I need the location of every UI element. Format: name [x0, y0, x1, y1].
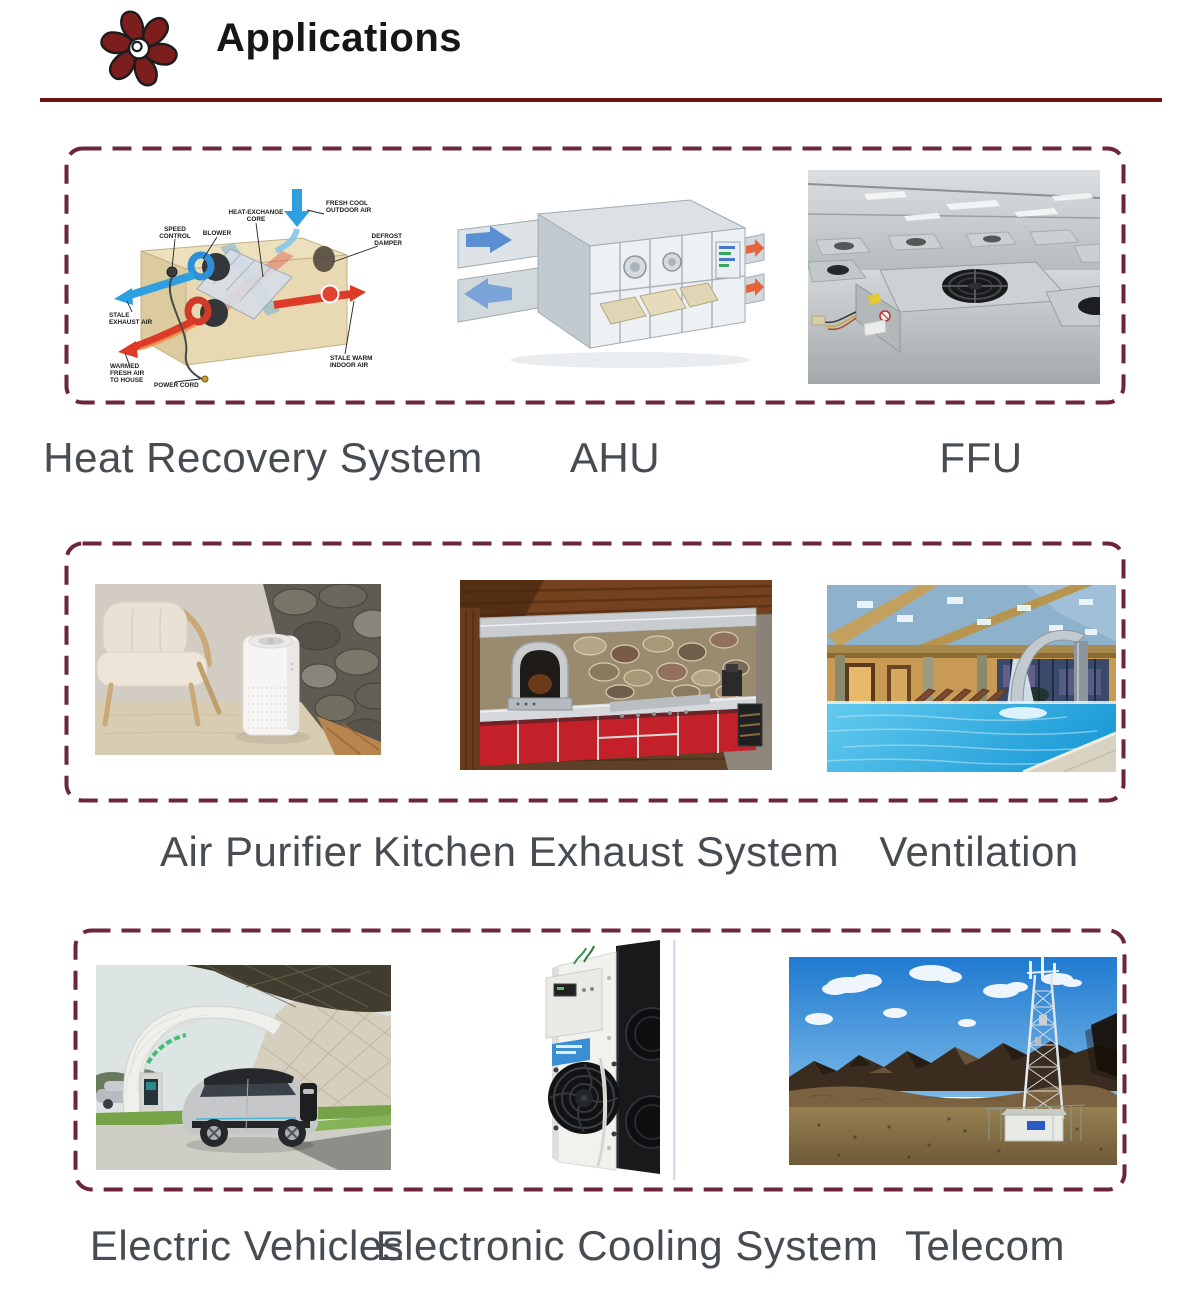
svg-text:HEAT-EXCHANGE: HEAT-EXCHANGE: [228, 209, 284, 216]
svg-text:WARMED: WARMED: [110, 363, 140, 370]
caption-air-purifier: Air Purifier: [159, 828, 363, 875]
ventilation-pool-image: [827, 585, 1116, 772]
caption-heat-recovery-system: Heat Recovery System: [43, 434, 483, 481]
svg-text:STALE WARM: STALE WARM: [330, 355, 373, 362]
ffu-image: [808, 170, 1100, 384]
caption-ahu: AHU: [569, 434, 661, 481]
page-title: Applications: [216, 16, 463, 60]
header-rule: [40, 98, 1162, 102]
svg-text:DEFROST: DEFROST: [371, 233, 402, 240]
caption-electric-vehicles: Electric Vehicles: [89, 1222, 405, 1269]
caption-ffu: FFU: [939, 434, 1023, 481]
svg-text:FRESH COOL: FRESH COOL: [326, 200, 368, 207]
svg-text:CORE: CORE: [246, 216, 266, 223]
electric-vehicles-image: [96, 965, 391, 1170]
svg-text:OUTDOOR AIR: OUTDOOR AIR: [326, 207, 372, 214]
svg-text:SPEED: SPEED: [164, 226, 186, 233]
svg-text:EXHAUST AIR: EXHAUST AIR: [109, 319, 153, 326]
caption-electronic-cooling-system: Electronic Cooling System: [375, 1222, 879, 1269]
telecom-image: [789, 957, 1117, 1165]
electronic-cooling-image: [528, 938, 676, 1182]
svg-text:POWER CORD: POWER CORD: [154, 382, 199, 389]
kitchen-exhaust-image: [460, 580, 772, 770]
fan-icon: [100, 8, 178, 87]
heat-recovery-image: [102, 189, 408, 390]
ahu-image: [450, 172, 765, 372]
caption-kitchen-exhaust-system: Kitchen Exhaust System: [372, 828, 840, 875]
svg-text:CONTROL: CONTROL: [159, 233, 191, 240]
svg-text:BLOWER: BLOWER: [202, 230, 232, 237]
svg-text:STALE: STALE: [109, 312, 130, 319]
svg-text:INDOOR AIR: INDOOR AIR: [330, 362, 369, 369]
svg-text:TO HOUSE: TO HOUSE: [110, 377, 144, 384]
caption-telecom: Telecom: [905, 1222, 1065, 1269]
svg-text:FRESH AIR: FRESH AIR: [110, 370, 145, 377]
svg-text:DAMPER: DAMPER: [374, 240, 402, 247]
caption-ventilation: Ventilation: [879, 828, 1079, 875]
air-purifier-image: [95, 584, 381, 755]
